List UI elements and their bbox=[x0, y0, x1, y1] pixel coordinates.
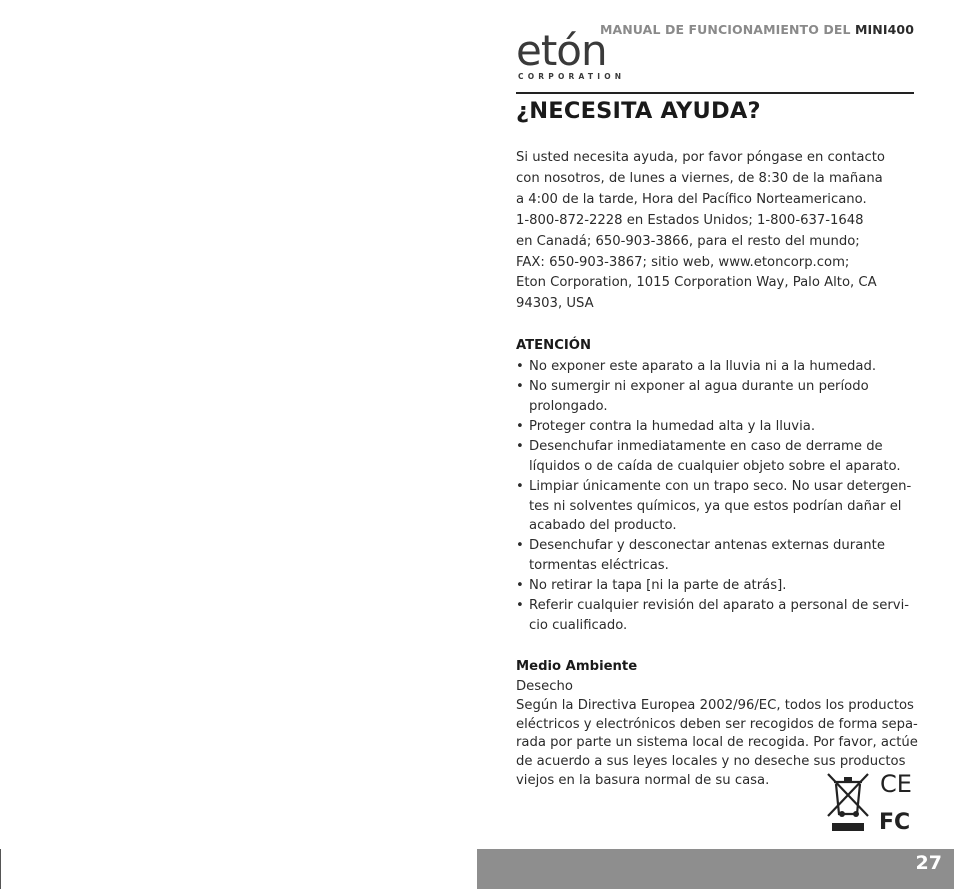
environment-line: eléctricos y electrónicos deben ser recogidos de forma sepa- bbox=[516, 716, 918, 732]
manual-title: MANUAL DE FUNCIONAMIENTO DEL bbox=[599, 22, 851, 37]
eton-logo bbox=[516, 26, 626, 82]
list-item: • Limpiar únicamente con un trapo seco. No usar detergen- tes ni solventes químicos, ya que estos podrían dañar el acabado del producto. bbox=[516, 478, 912, 534]
help-line: 94303, USA bbox=[516, 296, 594, 312]
environment-heading: Medio Ambiente bbox=[516, 658, 638, 674]
list-item: • Proteger contra la humedad alta y la lluvia. bbox=[516, 417, 916, 437]
weee-bin-icon bbox=[826, 772, 872, 834]
list-item: • Desenchufar inmediatamente en caso de derrame de líquidos o de caída de cualquier objeto sobre el aparato. bbox=[516, 438, 901, 474]
fcc-mark-icon bbox=[879, 808, 915, 832]
bullet-icon: • bbox=[516, 438, 524, 454]
list-item: • No sumergir ni exponer al agua durante un período prolongado. bbox=[516, 379, 869, 414]
model-name: MINI400 bbox=[855, 22, 914, 37]
ce-mark-text: CE bbox=[880, 770, 912, 798]
list-item: • No exponer este aparato a la lluvia ni a la humedad. bbox=[516, 357, 916, 377]
help-line: a 4:00 de la tarde, Hora del Pacífico Norteamericano. bbox=[516, 191, 867, 207]
attention-heading: ATENCIÓN bbox=[516, 338, 592, 354]
help-line: Eton Corporation, 1015 Corporation Way, Palo Alto, CA bbox=[516, 275, 877, 291]
bullet-icon: • bbox=[516, 379, 524, 395]
margin-line bbox=[0, 849, 1, 889]
main-content bbox=[516, 148, 916, 791]
environment-line: viejos en la basura normal de su casa. bbox=[516, 773, 770, 789]
logo-word: etón bbox=[516, 26, 607, 75]
header-rule bbox=[516, 92, 914, 94]
bullet-icon: • bbox=[516, 538, 524, 554]
help-line: en Canadá; 650-903-3866, para el resto del mundo; bbox=[516, 233, 860, 249]
help-paragraph bbox=[516, 148, 916, 315]
bullet-icon: • bbox=[516, 578, 524, 594]
footer-bar bbox=[477, 849, 954, 889]
help-line: Si usted necesita ayuda, por favor póngase en contacto bbox=[516, 150, 885, 165]
environment-line: de acuerdo a sus leyes locales y no deseche sus productos bbox=[516, 754, 906, 770]
ce-mark-icon bbox=[880, 768, 914, 798]
bullet-icon: • bbox=[516, 359, 524, 375]
page-number: 27 bbox=[915, 852, 942, 874]
environment-line: rada por parte un sistema local de recogida. Por favor, actúe bbox=[516, 735, 918, 751]
list-item: • No retirar la tapa [ni la parte de atrás]. bbox=[516, 576, 916, 596]
list-item: • Referir cualquier revisión del aparato a personal de servi- cio cualificado. bbox=[516, 598, 910, 633]
manual-header bbox=[600, 22, 914, 37]
help-line: FAX: 650-903-3867; sitio web, www.etoncorp.com; bbox=[516, 254, 850, 270]
bullet-icon: • bbox=[516, 478, 524, 494]
environment-line: Según la Directiva Europea 2002/96/EC, todos los productos bbox=[516, 697, 914, 713]
bullet-icon: • bbox=[516, 418, 524, 434]
attention-list bbox=[516, 357, 916, 636]
bullet-icon: • bbox=[516, 598, 524, 614]
help-line: con nosotros, de lunes a viernes, de 8:30 de la mañana bbox=[516, 170, 883, 186]
logo-subtitle: CORPORATION bbox=[518, 72, 626, 81]
environment-subheading: Desecho bbox=[516, 678, 573, 694]
page-title: ¿NECESITA AYUDA? bbox=[516, 98, 761, 124]
fcc-mark-text: FC bbox=[879, 810, 911, 832]
help-line: 1-800-872-2228 en Estados Unidos; 1-800-637-1648 bbox=[516, 212, 864, 228]
list-item: • Desenchufar y desconectar antenas externas durante tormentas eléctricas. bbox=[516, 538, 885, 574]
